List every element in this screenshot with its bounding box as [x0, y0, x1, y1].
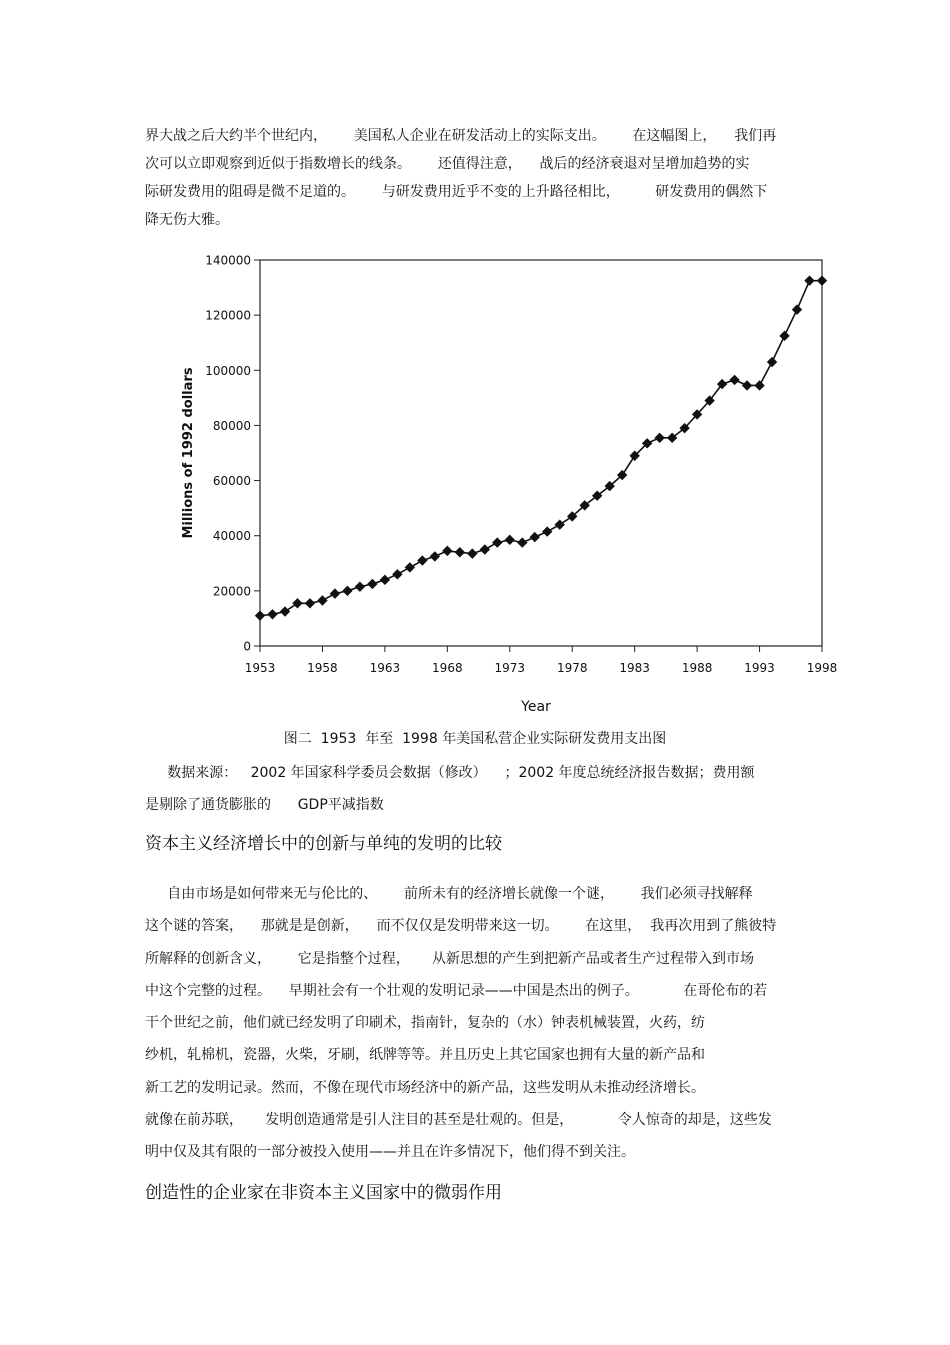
paragraph-line: 际研发费用的阻碍是微不足道的。 与研发费用近乎不变的上升路径相比， 研发费用的偶然下	[145, 184, 768, 200]
figure-caption: 图二 1953 年至 1998 年美国私营企业实际研发费用支出图	[283, 731, 667, 747]
data-point	[455, 547, 465, 557]
data-point	[530, 532, 540, 542]
paragraph-line: 界大战之后大约半个世纪内， 美国私人企业在研发活动上的实际支出。 在这幅图上， 我们再	[145, 128, 777, 144]
data-point	[342, 586, 352, 596]
x-tick-label: 1988	[681, 661, 713, 675]
paragraph-line: 所解释的创新含义， 它是指整个过程， 从新思想的产生到把新产品或者生产过程带入到市场	[145, 950, 754, 967]
paragraph-line: 明中仅及其有限的一部分被投入使用——并且在许多情况下，他们得不到关注。	[145, 1144, 635, 1161]
x-tick-label: 1968	[432, 661, 463, 675]
paragraph-line: 降无伤大雅。	[145, 212, 229, 228]
x-axis-label: Year	[521, 699, 551, 715]
data-point	[480, 544, 490, 554]
y-tick-label: 100000	[205, 363, 251, 378]
y-tick-label: 0	[243, 639, 251, 654]
section-heading: 资本主义经济增长中的创新与单纯的发明的比较	[145, 834, 502, 854]
x-tick-label: 1958	[307, 661, 338, 675]
y-tick-label: 40000	[212, 529, 251, 544]
plot-frame	[260, 260, 822, 646]
data-point	[442, 546, 452, 556]
x-tick-label: 1993	[744, 661, 775, 675]
x-tick-label: 1973	[494, 661, 526, 675]
data-point	[267, 609, 277, 619]
data-point	[779, 331, 789, 341]
data-point	[417, 555, 427, 565]
y-tick-label: 140000	[205, 253, 251, 268]
paragraph-line: 这个谜的答案， 那就是是创新， 而不仅仅是发明带来这一切。 在这里， 我再次用到了熊彼特	[145, 918, 777, 935]
y-tick-label: 60000	[212, 474, 251, 489]
series-line	[260, 281, 822, 616]
data-point	[380, 575, 390, 585]
data-point	[255, 610, 265, 620]
x-tick-label: 1963	[369, 661, 401, 675]
x-tick-label: 1978	[556, 661, 588, 675]
y-tick-label: 20000	[212, 584, 251, 599]
data-point	[392, 569, 402, 579]
x-tick-label: 1953	[244, 661, 276, 675]
paragraph-line: 自由市场是如何带来无与伦比的、 前所未有的经济增长就像一个谜， 我们必须寻找解释	[145, 886, 753, 902]
data-point	[729, 375, 739, 385]
data-point	[355, 582, 365, 592]
data-source-note	[145, 757, 825, 821]
paragraph-line: 次可以立即观察到近似于指数增长的线条。 还值得注意， 战后的经济衰退对呈增加趋势的实	[145, 156, 750, 172]
section-heading: 创造性的企业家在非资本主义国家中的微弱作用	[145, 1183, 502, 1203]
y-tick-label: 120000	[205, 308, 251, 323]
source-line: 是剔除了通货膨胀的 GDP平减指数	[145, 797, 384, 813]
data-point	[817, 275, 827, 285]
source-line: 数据来源： 2002 年国家科学委员会数据（修改） ；2002 年度总统经济报告数据；费用额	[145, 765, 755, 781]
data-point	[792, 304, 802, 314]
data-point	[492, 537, 502, 547]
y-axis-label: Millions of 1992 dollars	[181, 367, 196, 539]
data-point	[742, 380, 752, 390]
data-point	[767, 357, 777, 367]
data-point	[517, 537, 527, 547]
data-point	[317, 595, 327, 605]
data-point	[804, 275, 814, 285]
rd-spending-chart	[170, 248, 850, 728]
data-point	[542, 526, 552, 536]
data-point	[654, 433, 664, 443]
data-point	[555, 519, 565, 529]
chart-svg	[170, 248, 850, 728]
data-point	[305, 598, 315, 608]
data-point	[405, 562, 415, 572]
paragraph-line: 就像在前苏联， 发明创造通常是引人注目的甚至是壮观的。但是， 令人惊奇的却是，这些发	[145, 1112, 772, 1129]
x-tick-label: 1998	[806, 661, 838, 675]
paragraph-line: 新工艺的发明记录。然而，不像在现代市场经济中的新产品，这些发明从未推动经济增长。	[145, 1079, 705, 1096]
paragraph-line: 干个世纪之前，他们就已经发明了印刷术，指南针，复杂的（水）钟表机械装置，火药，纺	[145, 1015, 705, 1032]
y-tick-label: 80000	[212, 418, 251, 433]
data-point	[330, 588, 340, 598]
data-point	[754, 380, 764, 390]
data-point	[467, 548, 477, 558]
data-point	[367, 579, 377, 589]
paragraph-line: 纱机，轧棉机，瓷器，火柴，牙刷，纸牌等等。并且历史上其它国家也拥有大量的新产品和	[145, 1047, 705, 1064]
data-point	[430, 551, 440, 561]
x-tick-label: 1983	[619, 661, 650, 675]
data-point	[292, 598, 302, 608]
data-point	[280, 606, 290, 616]
body-paragraph	[145, 878, 815, 1169]
intro-paragraph	[145, 122, 815, 234]
paragraph-line: 中这个完整的过程。 早期社会有一个壮观的发明记录——中国是杰出的例子。 在哥伦布的若	[145, 982, 768, 999]
data-point	[505, 535, 515, 545]
